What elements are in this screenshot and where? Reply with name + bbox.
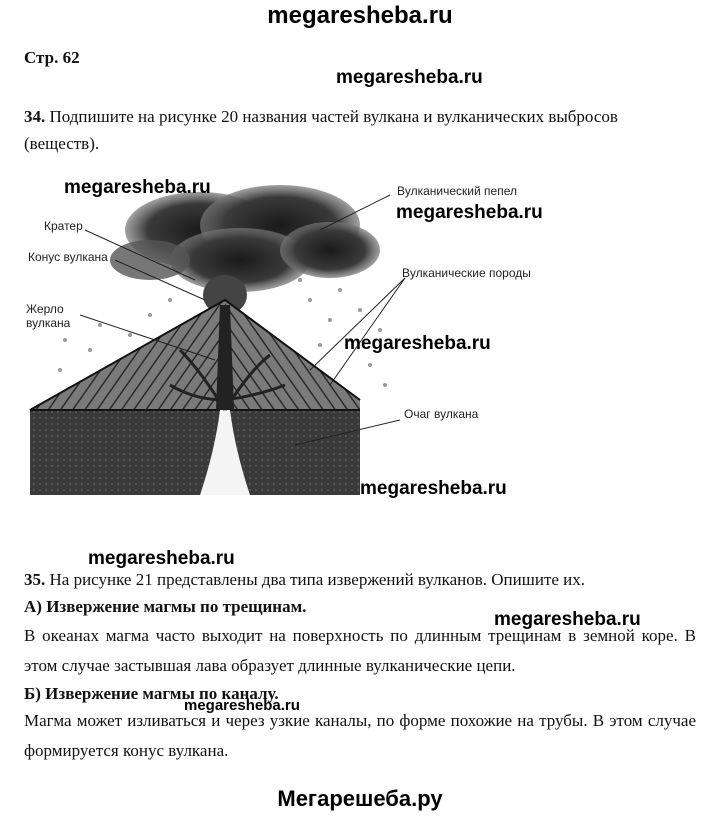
ash-cloud	[110, 185, 380, 315]
section-a-heading: А) Извержение магмы по трещинам.	[24, 597, 307, 616]
task-34	[24, 103, 696, 157]
watermark: megaresheba.ru	[396, 202, 543, 223]
watermark: megaresheba.ru	[184, 697, 300, 714]
label-crater: Кратер	[44, 219, 83, 233]
header-watermark: megaresheba.ru	[267, 2, 453, 29]
volcano-cone	[30, 300, 360, 410]
watermark: megaresheba.ru	[494, 609, 641, 630]
label-rocks: Вулканические породы	[402, 266, 531, 280]
section-a-text: В океанах магма часто выходит на поверхность по длинным трещинам в земной коре. В этом случае застывшая лава образует длинные вулканические цепи.	[24, 626, 696, 675]
label-cone: Конус вулкана	[28, 250, 108, 264]
label-chamber: Очаг вулкана	[404, 407, 479, 421]
watermark: megaresheba.ru	[336, 67, 483, 88]
task-34-number: 34.	[24, 107, 46, 126]
watermark: megaresheba.ru	[360, 478, 507, 499]
footer-brand: Мегарешеба.ру	[277, 786, 443, 811]
label-ash: Вулканический пепел	[397, 184, 517, 198]
label-vent-1: Жерло	[26, 302, 64, 316]
section-b-heading: Б) Извержение магмы по каналу.	[24, 684, 279, 703]
ground-layer	[30, 410, 360, 495]
task-35-number: 35.	[24, 570, 46, 589]
watermark: megaresheba.ru	[344, 333, 491, 354]
section-b-text: Магма может изливаться и через узкие каналы, по форме похожие на трубы. В этом случае формируется конус вулкана.	[24, 711, 696, 760]
watermark: megaresheba.ru	[64, 177, 211, 198]
task-35-text: На рисунке 21 представлены два типа извержений вулканов. Опишите их.	[49, 570, 586, 589]
task-35	[24, 566, 696, 593]
label-vent-2: вулкана	[26, 316, 71, 330]
page-number: Стр. 62	[24, 48, 80, 67]
task-34-text: Подпишите на рисунке 20 названия частей вулкана и вулканических выбросов (веществ).	[24, 107, 618, 153]
watermark: megaresheba.ru	[88, 548, 235, 569]
